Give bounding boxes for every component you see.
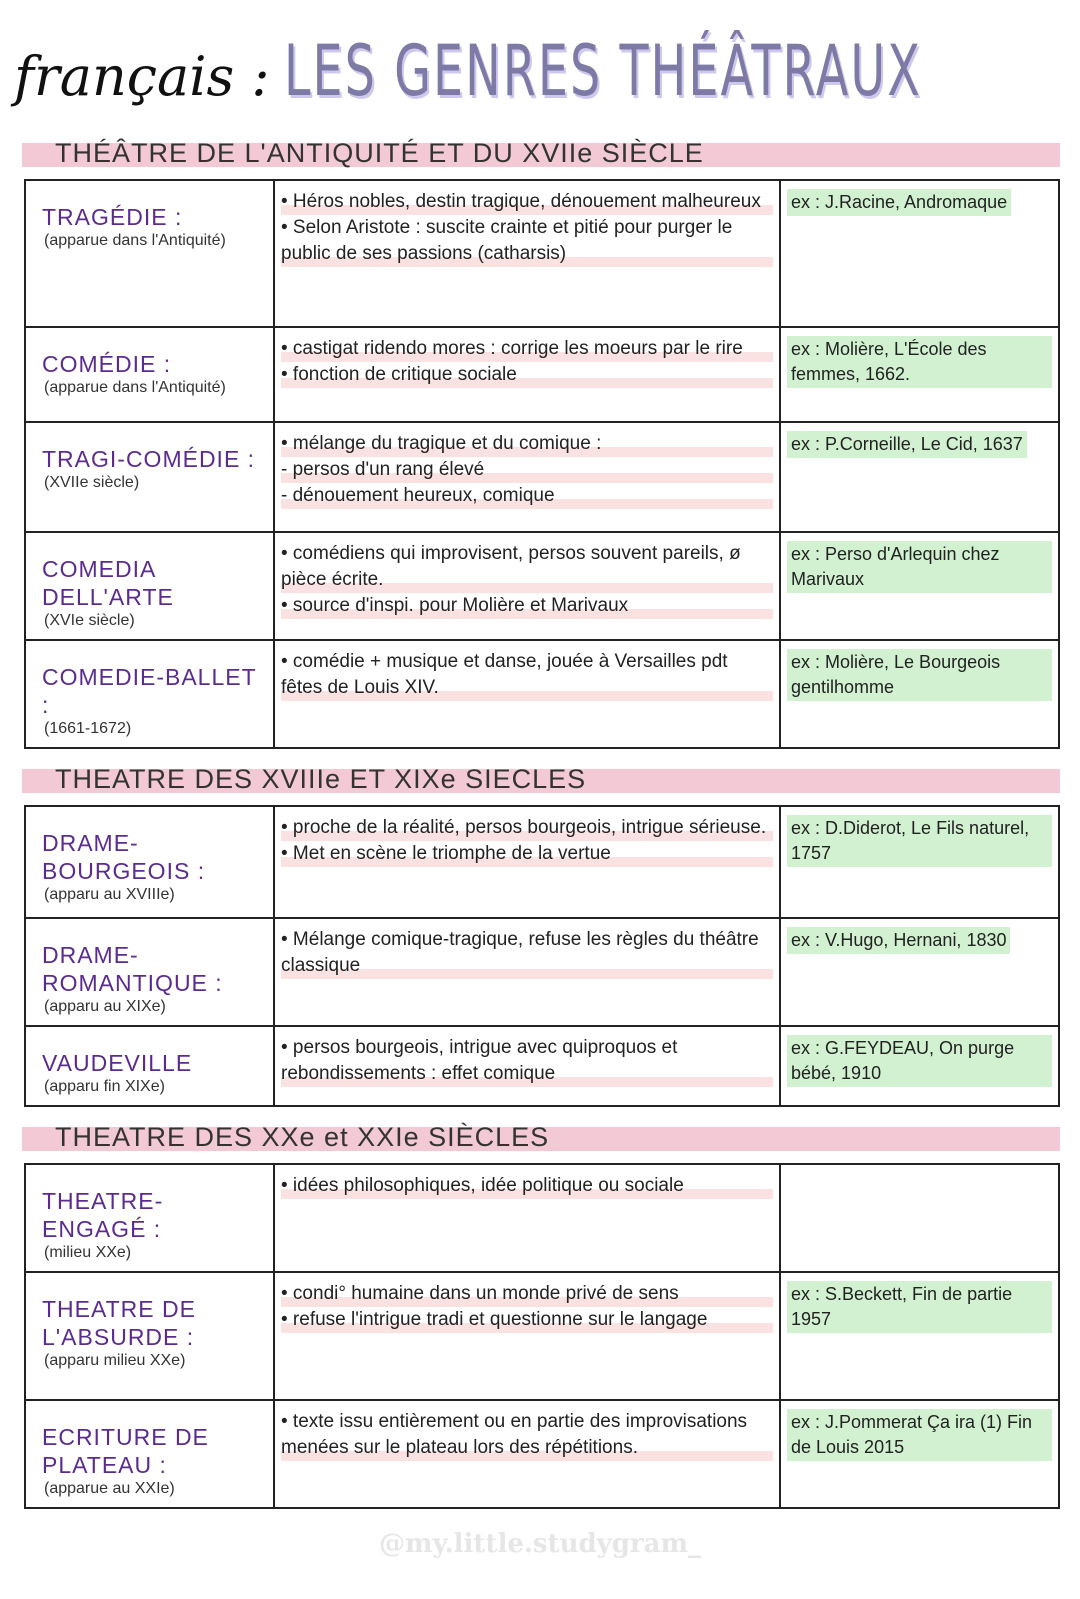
genre-origin: (apparue dans l'Antiquité)	[44, 379, 226, 396]
genre-name: ECRITURE DE PLATEAU :	[42, 1424, 209, 1478]
main-title: LES GENRES THÉÂTRAUX	[283, 30, 922, 112]
table-row	[25, 422, 1059, 532]
bullet-text: • comédiens qui improvisent, persos souvent pareils, ø pièce écrite.	[281, 541, 773, 593]
characteristics-cell	[274, 422, 780, 532]
example-text: ex : J.Racine, Andromaque	[787, 189, 1011, 216]
example-cell	[780, 180, 1059, 327]
example-cell	[780, 1026, 1059, 1106]
example-cell	[780, 918, 1059, 1026]
genre-origin: (milieu XXe)	[44, 1244, 132, 1261]
genre-origin: (apparu au XVIIIe)	[44, 886, 175, 903]
section-title: THEATRE DES XVIIIe ET XIXe SIECLES	[55, 764, 587, 794]
genre-cell	[25, 180, 274, 327]
example-cell	[780, 532, 1059, 640]
example-text: ex : J.Pommerat Ça ira (1) Fin de Louis 2015	[787, 1409, 1052, 1461]
section-header	[0, 1117, 1080, 1157]
characteristics-cell	[274, 327, 780, 422]
example-text: ex : Perso d'Arlequin chez Marivaux	[787, 541, 1052, 593]
example-cell	[780, 806, 1059, 918]
example-cell	[780, 640, 1059, 748]
genre-cell	[25, 1164, 274, 1272]
genre-origin: (apparue dans l'Antiquité)	[44, 232, 226, 249]
genre-cell	[25, 422, 274, 532]
genre-origin: (1661-1672)	[44, 720, 132, 737]
genre-name: VAUDEVILLE	[42, 1050, 193, 1076]
bullet-text: • proche de la réalité, persos bourgeois, intrigue sérieuse.	[281, 815, 773, 841]
genre-origin: (XVIe siècle)	[44, 612, 135, 629]
example-text: ex : D.Diderot, Le Fils naturel, 1757	[787, 815, 1052, 867]
bullet-text: • persos bourgeois, intrigue avec quiproquos et rebondissements : effet comique	[281, 1035, 773, 1087]
bullet-text: • condi° humaine dans un monde privé de sens	[281, 1281, 773, 1307]
example-text: ex : S.Beckett, Fin de partie 1957	[787, 1281, 1052, 1333]
bullet-text: - persos d'un rang élevé	[281, 457, 773, 483]
bullet-text: • Selon Aristote : suscite crainte et pitié pour purger le public de ses passions (catharsis)	[281, 215, 773, 267]
genre-name: THEATRE-ENGAGÉ :	[42, 1188, 164, 1242]
genre-cell	[25, 1400, 274, 1508]
page-title	[0, 0, 1080, 125]
genre-table	[24, 805, 1060, 1107]
genre-origin: (apparue au XXIe)	[44, 1480, 175, 1497]
genre-name: DRAME-ROMANTIQUE :	[42, 942, 223, 996]
example-cell	[780, 422, 1059, 532]
example-cell	[780, 1400, 1059, 1508]
example-text: ex : G.FEYDEAU, On purge bébé, 1910	[787, 1035, 1052, 1087]
example-cell	[780, 1272, 1059, 1400]
theatre-section	[0, 1117, 1080, 1509]
genre-origin: (apparu fin XIXe)	[44, 1078, 165, 1095]
table-row	[25, 327, 1059, 422]
table-row	[25, 1272, 1059, 1400]
table-row	[25, 1026, 1059, 1106]
genre-cell	[25, 532, 274, 640]
bullet-text: • comédie + musique et danse, jouée à Versailles pdt fêtes de Louis XIV.	[281, 649, 773, 701]
genre-cell	[25, 806, 274, 918]
characteristics-cell	[274, 918, 780, 1026]
genre-cell	[25, 327, 274, 422]
table-row	[25, 918, 1059, 1026]
example-cell	[780, 1164, 1059, 1272]
characteristics-cell	[274, 1400, 780, 1508]
bullet-text: • castigat ridendo mores : corrige les moeurs par le rire	[281, 336, 773, 362]
subject-label: français :	[14, 45, 270, 108]
bullet-text: • Héros nobles, destin tragique, dénouement malheureux	[281, 189, 773, 215]
genre-name: COMEDIA DELL'ARTE	[42, 556, 174, 610]
genre-name: DRAME-BOURGEOIS :	[42, 830, 206, 884]
genre-cell	[25, 1026, 274, 1106]
characteristics-cell	[274, 532, 780, 640]
genre-origin: (XVIIe siècle)	[44, 474, 140, 491]
bullet-text: • Mélange comique-tragique, refuse les règles du théâtre classique	[281, 927, 773, 979]
characteristics-cell	[274, 180, 780, 327]
bullet-text: - dénouement heureux, comique	[281, 483, 773, 509]
table-row	[25, 640, 1059, 748]
table-row	[25, 180, 1059, 327]
bullet-text: • idées philosophiques, idée politique ou sociale	[281, 1173, 773, 1199]
table-row	[25, 1164, 1059, 1272]
table-row	[25, 532, 1059, 640]
genre-name: THEATRE DE L'ABSURDE :	[42, 1296, 196, 1350]
genre-origin: (apparu milieu XXe)	[44, 1352, 186, 1369]
section-title: THEATRE DES XXe et XXIe SIÈCLES	[55, 1122, 550, 1152]
theatre-section	[0, 133, 1080, 749]
characteristics-cell	[274, 640, 780, 748]
sections-container	[0, 133, 1080, 1509]
watermark: @my.little.studygram_	[378, 1529, 701, 1559]
example-text: ex : V.Hugo, Hernani, 1830	[787, 927, 1010, 954]
example-text: ex : Molière, Le Bourgeois gentilhomme	[787, 649, 1052, 701]
genre-origin: (apparu au XIXe)	[44, 998, 166, 1015]
table-row	[25, 806, 1059, 918]
bullet-text: • refuse l'intrigue tradi et questionne sur le langage	[281, 1307, 773, 1333]
theatre-section	[0, 759, 1080, 1107]
section-header	[0, 133, 1080, 173]
genre-cell	[25, 640, 274, 748]
bullet-text: • texte issu entièrement ou en partie des improvisations menées sur le plateau lors des répétitions.	[281, 1409, 773, 1461]
example-text: ex : Molière, L'École des femmes, 1662.	[787, 336, 1052, 388]
bullet-text: • Met en scène le triomphe de la vertue	[281, 841, 773, 867]
genre-cell	[25, 918, 274, 1026]
table-row	[25, 1400, 1059, 1508]
characteristics-cell	[274, 1272, 780, 1400]
genre-name: TRAGI-COMÉDIE :	[42, 446, 256, 472]
characteristics-cell	[274, 1164, 780, 1272]
genre-table	[24, 1163, 1060, 1509]
genre-table	[24, 179, 1060, 749]
characteristics-cell	[274, 1026, 780, 1106]
genre-name: COMEDIE-BALLET :	[42, 664, 257, 718]
example-text: ex : P.Corneille, Le Cid, 1637	[787, 431, 1027, 458]
bullet-text: • mélange du tragique et du comique :	[281, 431, 773, 457]
section-header	[0, 759, 1080, 799]
section-title: THÉÂTRE DE L'ANTIQUITÉ ET DU XVIIe SIÈCLE	[55, 138, 704, 168]
bullet-text: • fonction de critique sociale	[281, 362, 773, 388]
genre-name: COMÉDIE :	[42, 351, 172, 377]
genre-cell	[25, 1272, 274, 1400]
genre-name: TRAGÉDIE :	[42, 204, 183, 230]
example-cell	[780, 327, 1059, 422]
characteristics-cell	[274, 806, 780, 918]
bullet-text: • source d'inspi. pour Molière et Marivaux	[281, 593, 773, 619]
